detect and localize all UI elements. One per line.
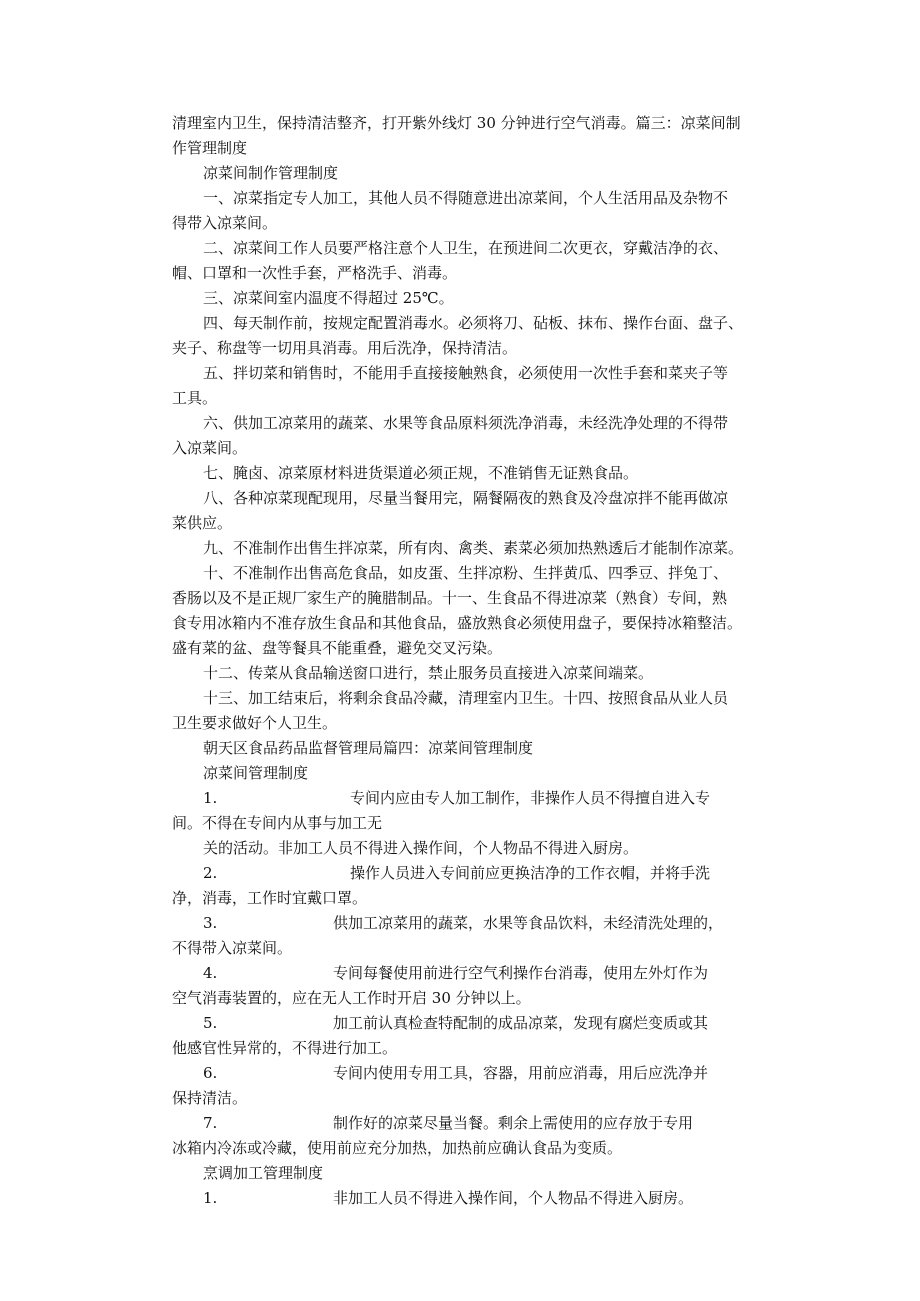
section-heading: 烹调加工管理制度 <box>203 1164 324 1182</box>
list-number: 5. <box>203 1014 218 1032</box>
list-number: 3. <box>203 914 218 932</box>
text-line: 入凉菜间。 <box>172 439 248 457</box>
text-line: 加工前认真检查特配制的成品凉菜，发现有腐烂变质或其 <box>333 1014 709 1032</box>
text-line: 五、拌切菜和销售时，不能用手直接接触熟食，必须使用一次性手套和菜夹子等 <box>203 364 729 382</box>
text-line: 帽、口罩和一次性手套，严格洗手、消毒。 <box>172 264 458 282</box>
text-line: 工具。 <box>172 389 218 407</box>
text-line: 他感官性异常的，不得进行加工。 <box>172 1039 398 1057</box>
list-number: 1. <box>203 1189 218 1207</box>
text-line: 十三、加工结束后，将剩余食品冷藏，清理室内卫生。十四、按照食品从业人员 <box>203 689 729 707</box>
text-line: 作管理制度 <box>172 139 248 157</box>
list-number: 7. <box>203 1114 218 1132</box>
text-line: 三、凉菜间室内温度不得超过 25℃。 <box>203 289 454 307</box>
text-line: 不得带入凉菜间。 <box>172 939 293 957</box>
text-line: 专间内使用专用工具，容器，用前应消毒，用后应洗净并 <box>333 1064 709 1082</box>
text-line: 制作好的凉菜尽量当餐。剩余上需使用的应存放于专用 <box>333 1114 694 1132</box>
text-line: 六、供加工凉菜用的蔬菜、水果等食品原料须洗净消毒，未经洗净处理的不得带 <box>203 414 729 432</box>
text-line: 食专用冰箱内不准存放生食品和其他食品，盛放熟食必须使用盘子，要保持冰箱整洁。 <box>172 614 743 632</box>
list-number: 4. <box>203 964 218 982</box>
text-line: 一、凉菜指定专人加工，其他人员不得随意进出凉菜间，个人生活用品及杂物不 <box>203 189 729 207</box>
text-line: 冰箱内冷冻或冷藏，使用前应充分加热，加热前应确认食品为变质。 <box>172 1139 623 1157</box>
text-line: 清理室内卫生，保持清洁整齐，打开紫外线灯 30 分钟进行空气消毒。篇三：凉菜间制 <box>172 114 741 132</box>
text-line: 菜供应。 <box>172 514 233 532</box>
text-line: 八、各种凉菜现配现用，尽量当餐用完，隔餐隔夜的熟食及冷盘凉拌不能再做凉 <box>203 489 729 507</box>
text-line: 操作人员进入专间前应更换洁净的工作衣帽，并将手洗 <box>350 864 711 882</box>
list-number: 1. <box>203 789 218 807</box>
text-line: 十二、传菜从食品输送窗口进行，禁止服务员直接进入凉菜间端菜。 <box>203 664 654 682</box>
text-line: 关的活动。非加工人员不得进入操作间，个人物品不得进入厨房。 <box>203 839 639 857</box>
text-line: 七、腌卤、凉菜原材料进货渠道必须正规，不准销售无证熟食品。 <box>203 464 639 482</box>
text-line: 四、每天制作前，按规定配置消毒水。必须将刀、砧板、抹布、操作台面、盘子、 <box>203 314 744 332</box>
text-line: 朝天区食品药品监督管理局篇四：凉菜间管理制度 <box>203 739 534 757</box>
text-line: 得带入凉菜间。 <box>172 214 278 232</box>
text-line: 空气消毒装置的，应在无人工作时开启 30 分钟以上。 <box>172 989 531 1007</box>
text-line: 专间内应由专人加工制作，非操作人员不得擅自进入专 <box>350 789 711 807</box>
section-heading: 凉菜间制作管理制度 <box>203 164 339 182</box>
text-line: 香肠以及不是正规厂家生产的腌腊制品。十一、生食品不得进凉菜（熟食）专间，熟 <box>172 589 728 607</box>
text-line: 间。不得在专间内从事与加工无 <box>172 814 383 832</box>
text-line: 卫生要求做好个人卫生。 <box>172 714 338 732</box>
text-line: 十、不准制作出售高危食品，如皮蛋、生拌凉粉、生拌黄瓜、四季豆、拌兔丁、 <box>203 564 729 582</box>
list-number: 2. <box>203 864 218 882</box>
text-line: 二、凉菜间工作人员要严格注意个人卫生，在预进间二次更衣，穿戴洁净的衣、 <box>203 239 729 257</box>
text-line: 九、不准制作出售生拌凉菜，所有肉、禽类、素菜必须加热熟透后才能制作凉菜。 <box>203 539 744 557</box>
text-line: 供加工凉菜用的蔬菜，水果等食品饮料，未经清洗处理的， <box>333 914 724 932</box>
text-line: 保持清洁。 <box>172 1089 248 1107</box>
list-number: 6. <box>203 1064 218 1082</box>
text-line: 夹子、称盘等一切用具消毒。用后洗净，保持清洁。 <box>172 339 518 357</box>
text-line: 净，消毒，工作时宜戴口罩。 <box>172 889 368 907</box>
text-line: 非加工人员不得进入操作间，个人物品不得进入厨房。 <box>333 1189 694 1207</box>
text-line: 盛有菜的盆、盘等餐具不能重叠，避免交叉污染。 <box>172 639 503 657</box>
text-line: 专间每餐使用前进行空气利操作台消毒，使用左外灯作为 <box>333 964 709 982</box>
section-heading: 凉菜间管理制度 <box>203 764 309 782</box>
